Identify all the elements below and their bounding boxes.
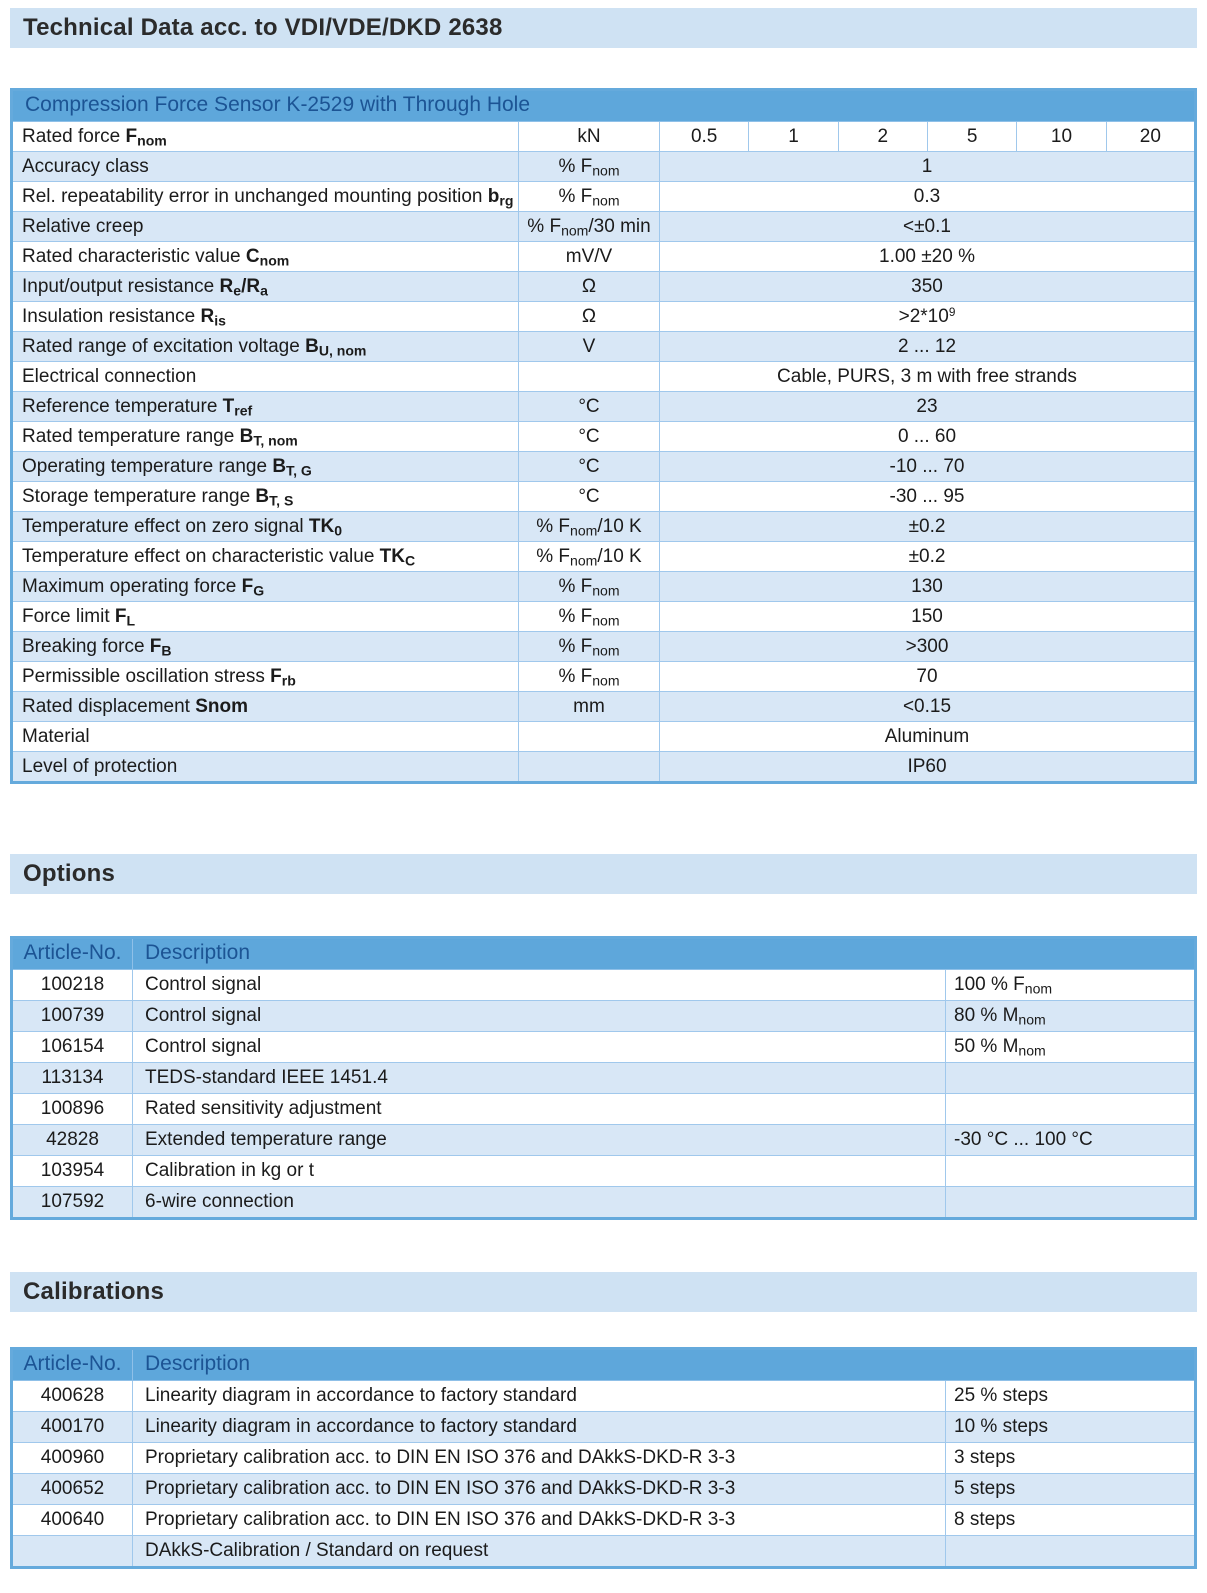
spec-table-title: Compression Force Sensor K-2529 with Through Hole xyxy=(12,90,1196,122)
spec-row xyxy=(12,542,1196,572)
options-section-title: Options xyxy=(23,860,116,887)
spec-unit-cell: % $F_{nom}$ xyxy=(519,602,660,632)
spec-parameter-label: Reference temperature $T_{ref}$ xyxy=(12,392,519,422)
spec-row xyxy=(12,482,1196,512)
value-cell xyxy=(946,1187,1196,1219)
article-no-cell: 100896 xyxy=(12,1094,133,1125)
options-table xyxy=(10,936,1197,1220)
spec-parameter-label: Insulation resistance $R_{is}$ xyxy=(12,302,519,332)
value-cell xyxy=(946,1063,1196,1094)
spec-unit-cell: % $F_{nom}$ xyxy=(519,662,660,692)
calibration-row xyxy=(12,1443,1196,1474)
value-cell: 8 steps xyxy=(946,1505,1196,1536)
value-cell: 5 steps xyxy=(946,1474,1196,1505)
description-cell: Calibration in kg or t xyxy=(133,1156,946,1187)
article-no-cell xyxy=(12,1536,133,1568)
value-cell: -30 °C ... 100 °C xyxy=(946,1125,1196,1156)
spec-parameter-label: Force limit $F_L$ xyxy=(12,602,519,632)
spec-unit-cell: % $F_{nom}/30$ min xyxy=(519,212,660,242)
options-table-body xyxy=(12,970,1196,1219)
spec-parameter-label: Rated characteristic value $C_{nom}$ xyxy=(12,242,519,272)
article-no-cell: 103954 xyxy=(12,1156,133,1187)
spec-value-cell: 1 xyxy=(660,152,1196,182)
spec-value-cell: <0.15 xyxy=(660,692,1196,722)
spec-parameter-label: Temperature effect on characteristic value $TK_C$ xyxy=(12,542,519,572)
spec-row xyxy=(12,332,1196,362)
option-row xyxy=(12,970,1196,1001)
option-row xyxy=(12,1001,1196,1032)
description-cell: Linearity diagram in accordance to factory standard xyxy=(133,1381,946,1412)
spec-unit-cell: Ω xyxy=(519,302,660,332)
article-no-cell: 113134 xyxy=(12,1063,133,1094)
spec-parameter-label: Electrical connection xyxy=(12,362,519,392)
spec-table xyxy=(10,88,1197,784)
spec-row xyxy=(12,662,1196,692)
description-cell: TEDS-standard IEEE 1451.4 xyxy=(133,1063,946,1094)
options-article-no-column-header: Article-No. xyxy=(12,938,133,970)
spec-value-cell: 150 xyxy=(660,602,1196,632)
spec-value-cell: Aluminum xyxy=(660,722,1196,752)
spec-parameter-label: Storage temperature range $B_{T, S}$ xyxy=(12,482,519,512)
spec-row xyxy=(12,692,1196,722)
value-cell: 25 % steps xyxy=(946,1381,1196,1412)
spec-row xyxy=(12,362,1196,392)
spec-value-cell: 350 xyxy=(660,272,1196,302)
description-cell: Rated sensitivity adjustment xyxy=(133,1094,946,1125)
spec-unit-cell: % $F_{nom}/10$ K xyxy=(519,542,660,572)
spec-table-body xyxy=(12,122,1196,783)
calibrations-table-header-row xyxy=(12,1349,1196,1381)
spec-value-cell: $>2*10^9$ xyxy=(660,302,1196,332)
spec-row xyxy=(12,512,1196,542)
spec-parameter-label: Material xyxy=(12,722,519,752)
spec-row xyxy=(12,212,1196,242)
spec-value-cell: ±0.2 xyxy=(660,512,1196,542)
description-cell: Proprietary calibration acc. to DIN EN ISO 376 and DAkkS-DKD-R 3-3 xyxy=(133,1443,946,1474)
description-cell: Control signal xyxy=(133,1001,946,1032)
value-cell: 3 steps xyxy=(946,1443,1196,1474)
article-no-cell: 42828 xyxy=(12,1125,133,1156)
description-cell: DAkkS-Calibration / Standard on request xyxy=(133,1536,946,1568)
spec-value-cell: 23 xyxy=(660,392,1196,422)
description-cell: Linearity diagram in accordance to factory standard xyxy=(133,1412,946,1443)
spec-force-value: 2 xyxy=(838,122,927,152)
spec-parameter-label: Rated displacement Snom xyxy=(12,692,519,722)
value-cell: 50 % $M_{nom}$ xyxy=(946,1032,1196,1063)
spec-parameter-label: Level of protection xyxy=(12,752,519,783)
spec-row xyxy=(12,122,1196,152)
value-cell: 10 % steps xyxy=(946,1412,1196,1443)
spec-unit-cell xyxy=(519,362,660,392)
spec-value-cell: -10 ... 70 xyxy=(660,452,1196,482)
page-title: Technical Data acc. to VDI/VDE/DKD 2638 xyxy=(23,14,503,41)
spec-parameter-label: Rated temperature range $B_{T, nom}$ xyxy=(12,422,519,452)
spec-value-cell: 130 xyxy=(660,572,1196,602)
article-no-cell: 106154 xyxy=(12,1032,133,1063)
spec-parameter-label: Relative creep xyxy=(12,212,519,242)
spec-row xyxy=(12,242,1196,272)
spec-parameter-label: Rated range of excitation voltage $B_{U, nom}$ xyxy=(12,332,519,362)
calibrations-table-body xyxy=(12,1381,1196,1568)
article-no-cell: 107592 xyxy=(12,1187,133,1219)
value-cell: 100 % $F_{nom}$ xyxy=(946,970,1196,1001)
spec-unit-cell: °C xyxy=(519,482,660,512)
spec-unit-cell: °C xyxy=(519,422,660,452)
spec-value-cell: >300 xyxy=(660,632,1196,662)
spec-force-value: 0.5 xyxy=(660,122,749,152)
spec-value-cell: -30 ... 95 xyxy=(660,482,1196,512)
calibrations-description-column-header: Description xyxy=(133,1349,1196,1381)
calibration-row xyxy=(12,1412,1196,1443)
spec-force-value: 1 xyxy=(749,122,838,152)
article-no-cell: 100739 xyxy=(12,1001,133,1032)
description-cell: Proprietary calibration acc. to DIN EN ISO 376 and DAkkS-DKD-R 3-3 xyxy=(133,1505,946,1536)
spec-row xyxy=(12,602,1196,632)
spec-value-cell: 0.3 xyxy=(660,182,1196,212)
spec-row xyxy=(12,302,1196,332)
calibration-row xyxy=(12,1474,1196,1505)
spec-unit-cell: V xyxy=(519,332,660,362)
spec-unit-cell xyxy=(519,752,660,783)
options-table-header-row xyxy=(12,938,1196,970)
spec-value-cell: <±0.1 xyxy=(660,212,1196,242)
description-cell: Control signal xyxy=(133,1032,946,1063)
value-cell xyxy=(946,1536,1196,1568)
spec-force-value: 5 xyxy=(927,122,1016,152)
calibrations-article-no-column-header: Article-No. xyxy=(12,1349,133,1381)
option-row xyxy=(12,1063,1196,1094)
spec-unit-cell: mV/V xyxy=(519,242,660,272)
description-cell: Proprietary calibration acc. to DIN EN ISO 376 and DAkkS-DKD-R 3-3 xyxy=(133,1474,946,1505)
spec-force-value: 10 xyxy=(1017,122,1106,152)
article-no-cell: 400960 xyxy=(12,1443,133,1474)
article-no-cell: 100218 xyxy=(12,970,133,1001)
spec-unit-cell: % $F_{nom}$ xyxy=(519,182,660,212)
calibration-row xyxy=(12,1505,1196,1536)
spec-parameter-label: Temperature effect on zero signal $TK_0$ xyxy=(12,512,519,542)
options-description-column-header: Description xyxy=(133,938,1196,970)
spec-parameter-label: Rated force $F_{nom}$ xyxy=(12,122,519,152)
spec-value-cell: 2 ... 12 xyxy=(660,332,1196,362)
spec-unit-cell: % $F_{nom}$ xyxy=(519,632,660,662)
calibration-row xyxy=(12,1536,1196,1568)
spec-row xyxy=(12,392,1196,422)
option-row xyxy=(12,1187,1196,1219)
spec-row xyxy=(12,632,1196,662)
spec-value-cell: IP60 xyxy=(660,752,1196,783)
spec-parameter-label: Maximum operating force $F_G$ xyxy=(12,572,519,602)
article-no-cell: 400652 xyxy=(12,1474,133,1505)
options-section-band xyxy=(10,854,1197,894)
spec-row xyxy=(12,182,1196,212)
spec-parameter-label: Rel. repeatability error in unchanged mounting position $b_{rg}$ xyxy=(12,182,519,212)
spec-unit-cell: kN xyxy=(519,122,660,152)
spec-unit-cell: °C xyxy=(519,452,660,482)
spec-parameter-label: Breaking force $F_B$ xyxy=(12,632,519,662)
calibrations-section-band xyxy=(10,1272,1197,1312)
calibration-row xyxy=(12,1381,1196,1412)
spec-parameter-label: Permissible oscillation stress $F_{rb}$ xyxy=(12,662,519,692)
spec-row xyxy=(12,722,1196,752)
spec-row xyxy=(12,422,1196,452)
spec-parameter-label: Operating temperature range $B_{T, G}$ xyxy=(12,452,519,482)
article-no-cell: 400170 xyxy=(12,1412,133,1443)
value-cell xyxy=(946,1094,1196,1125)
option-row xyxy=(12,1156,1196,1187)
spec-row xyxy=(12,272,1196,302)
spec-unit-cell: % $F_{nom}$ xyxy=(519,572,660,602)
calibrations-section-title: Calibrations xyxy=(23,1278,165,1305)
spec-force-value: 20 xyxy=(1106,122,1195,152)
spec-value-cell: 70 xyxy=(660,662,1196,692)
description-cell: 6-wire connection xyxy=(133,1187,946,1219)
description-cell: Control signal xyxy=(133,970,946,1001)
spec-unit-cell: mm xyxy=(519,692,660,722)
spec-unit-cell: % $F_{nom}$ xyxy=(519,152,660,182)
calibrations-table xyxy=(10,1347,1197,1569)
spec-unit-cell: Ω xyxy=(519,272,660,302)
option-row xyxy=(12,1032,1196,1063)
page-title-band xyxy=(10,8,1197,48)
spec-value-cell: 1.00 ±20 % xyxy=(660,242,1196,272)
spec-unit-cell xyxy=(519,722,660,752)
option-row xyxy=(12,1125,1196,1156)
value-cell: 80 % $M_{nom}$ xyxy=(946,1001,1196,1032)
spec-parameter-label: Accuracy class xyxy=(12,152,519,182)
article-no-cell: 400628 xyxy=(12,1381,133,1412)
spec-parameter-label: Input/output resistance $R_e/R_a$ xyxy=(12,272,519,302)
option-row xyxy=(12,1094,1196,1125)
spec-table-header-row xyxy=(12,90,1196,122)
spec-value-cell: ±0.2 xyxy=(660,542,1196,572)
spec-row xyxy=(12,452,1196,482)
spec-value-cell: Cable, PURS, 3 m with free strands xyxy=(660,362,1196,392)
value-cell xyxy=(946,1156,1196,1187)
spec-row xyxy=(12,752,1196,783)
article-no-cell: 400640 xyxy=(12,1505,133,1536)
spec-unit-cell: °C xyxy=(519,392,660,422)
description-cell: Extended temperature range xyxy=(133,1125,946,1156)
spec-row xyxy=(12,152,1196,182)
spec-unit-cell: % $F_{nom}/10$ K xyxy=(519,512,660,542)
spec-value-cell: 0 ... 60 xyxy=(660,422,1196,452)
spec-row xyxy=(12,572,1196,602)
